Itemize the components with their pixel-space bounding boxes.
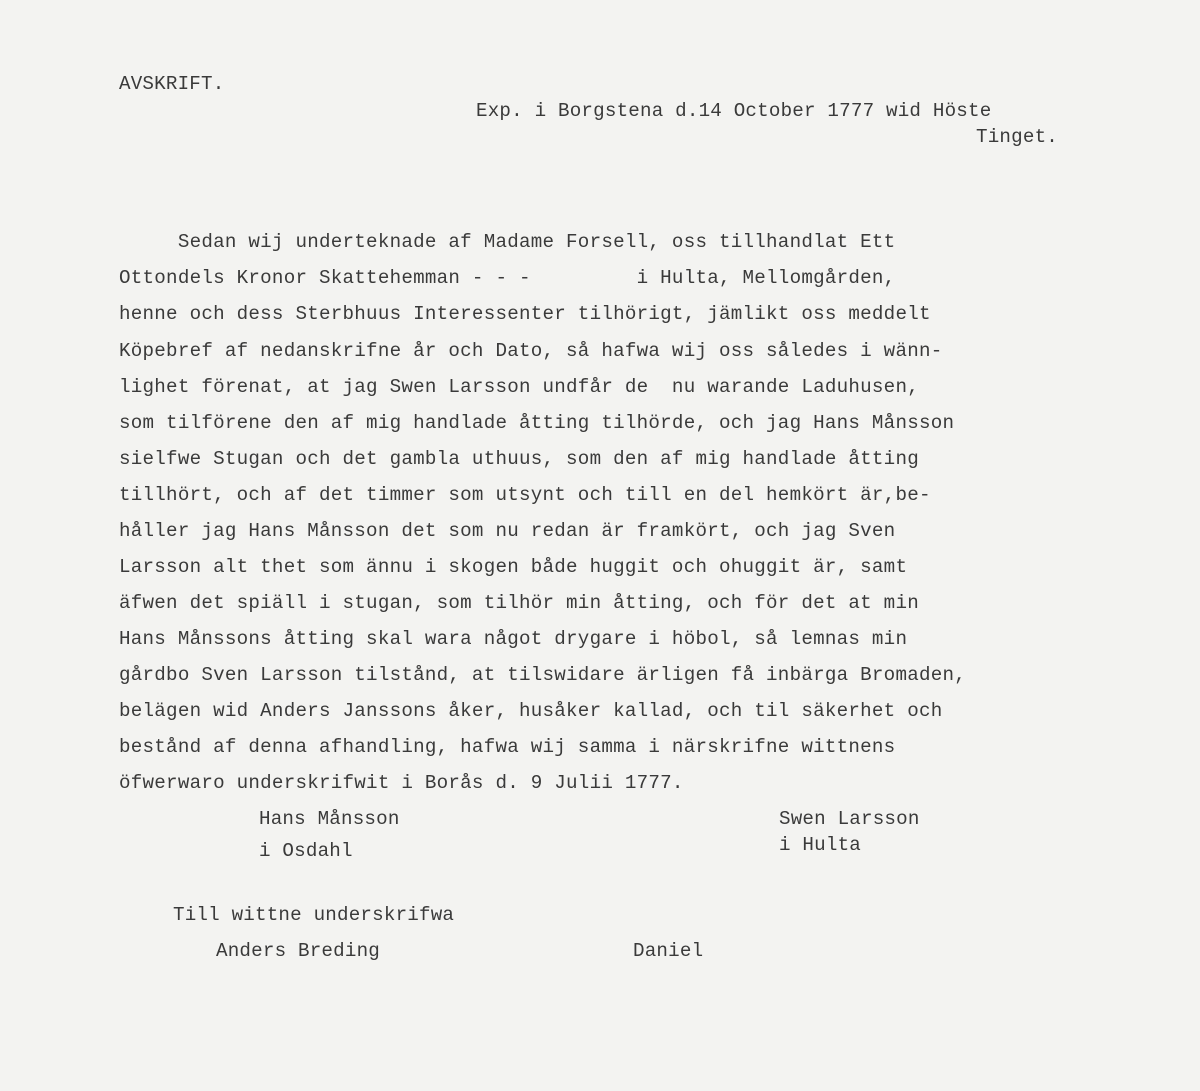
body-line: äfwen det spiäll i stugan, som tilhör min åtting, och för det at min xyxy=(119,592,919,614)
body-line: belägen wid Anders Janssons åker, husåker kallad, och til säkerhet och xyxy=(119,700,943,722)
body-line: lighet förenat, at jag Swen Larsson undfår de nu warande Laduhusen, xyxy=(119,376,919,398)
body-line: håller jag Hans Månsson det som nu redan är framkört, och jag Sven xyxy=(119,520,896,542)
body-line: bestånd af denna afhandling, hafwa wij samma i närskrifne wittnens xyxy=(119,736,896,758)
body-line: Sedan wij underteknade af Madame Forsell, oss tillhandlat Ett xyxy=(119,231,896,253)
document-heading: AVSKRIFT. xyxy=(119,73,225,95)
signature-right-name: Swen Larsson xyxy=(779,808,920,830)
body-line: öfwerwaro underskrifwit i Borås d. 9 Julii 1777. xyxy=(119,772,684,794)
witness-name-1: Anders Breding xyxy=(216,940,381,962)
expedition-line-1: Exp. i Borgstena d.14 October 1777 wid Höste xyxy=(476,100,992,122)
witness-name-2: Daniel xyxy=(633,940,704,962)
body-line: Larsson alt thet som ännu i skogen både huggit och ohuggit är, samt xyxy=(119,556,908,578)
body-line: henne och dess Sterbhuus Interessenter tilhörigt, jämlikt oss meddelt xyxy=(119,303,931,325)
signature-left-place: i Osdahl xyxy=(259,840,353,862)
expedition-line-2: Tinget. xyxy=(976,126,1059,148)
signature-left-name: Hans Månsson xyxy=(259,808,400,830)
witness-label: Till wittne underskrifwa xyxy=(173,904,455,926)
body-line: tillhört, och af det timmer som utsynt och till en del hemkört är,be- xyxy=(119,484,931,506)
body-line: Hans Månssons åtting skal wara något drygare i höbol, så lemnas min xyxy=(119,628,908,650)
body-line: som tilförene den af mig handlade åtting tilhörde, och jag Hans Månsson xyxy=(119,412,955,434)
body-line: Ottondels Kronor Skattehemman - - - i Hulta, Mellomgården, xyxy=(119,267,896,289)
body-line: Köpebref af nedanskrifne år och Dato, så hafwa wij oss således i wänn- xyxy=(119,340,943,362)
signature-right-place: i Hulta xyxy=(779,834,862,856)
body-line: gårdbo Sven Larsson tilstånd, at tilswidare ärligen få inbärga Bromaden, xyxy=(119,664,967,686)
body-line: sielfwe Stugan och det gambla uthuus, som den af mig handlade åtting xyxy=(119,448,919,470)
